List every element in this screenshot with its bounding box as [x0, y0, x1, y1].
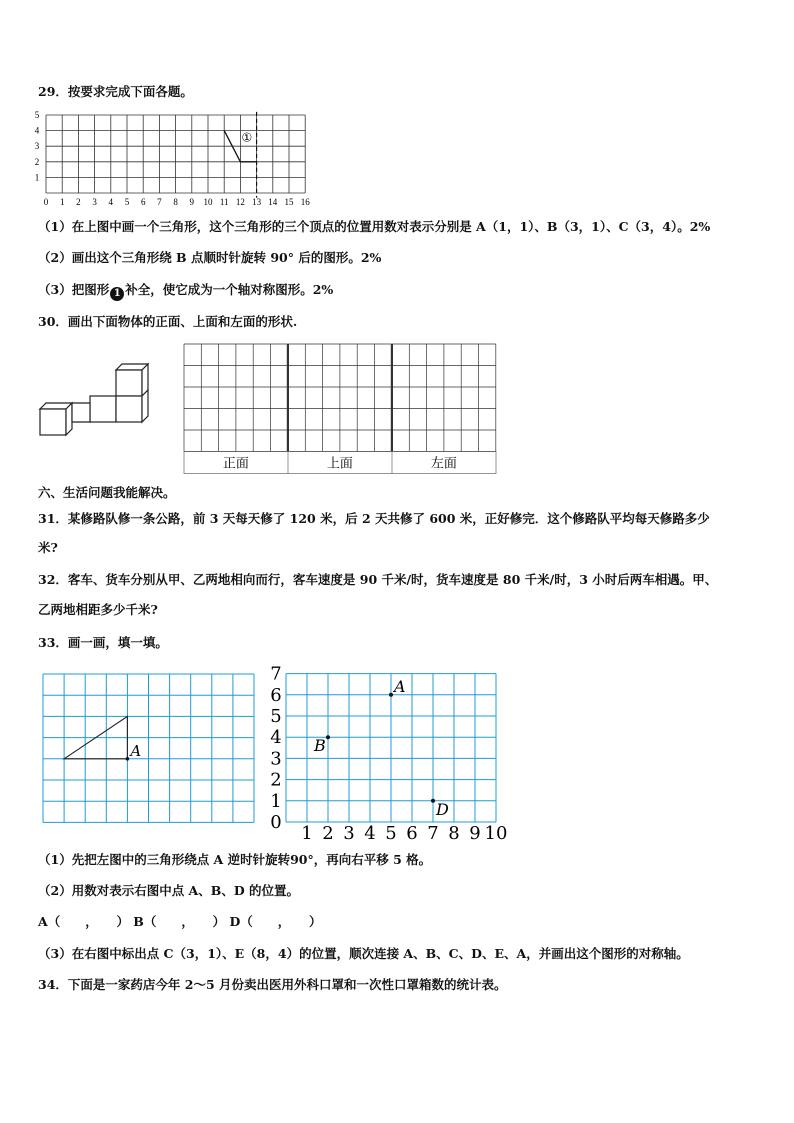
x-tick-label: 0	[43, 197, 49, 207]
y-tick-label: 1	[270, 790, 282, 812]
view-label: 左面	[430, 456, 457, 472]
q33-sub3: （3）在右图中标出点 C（3，1）、E（8，4）的位置，顺次连接 A、B、C、D、E、A，并画出这个图形的对称轴。	[38, 946, 689, 961]
point-A-label: A	[130, 741, 142, 760]
point-D-label: D	[436, 799, 449, 819]
q30-answer-grids	[182, 342, 498, 477]
x-tick-label: 1	[301, 823, 313, 844]
point-D-dot	[431, 799, 435, 803]
y-tick-label: 5	[34, 110, 40, 120]
q33-left-grid	[40, 672, 270, 832]
y-tick-label: 2	[270, 769, 282, 791]
point-B-dot	[326, 735, 330, 739]
x-tick-label: 10	[203, 197, 213, 207]
x-tick-label: 1	[59, 197, 65, 207]
q33-sub2: （2）用数对表示右图中点 A、B、D 的位置。	[38, 883, 300, 898]
cube-figure	[38, 365, 148, 445]
q31-line2: 米?	[38, 540, 58, 555]
x-tick-label: 10	[484, 823, 508, 844]
shape-label: ①	[241, 130, 253, 145]
q32-line1: 32．客车、货车分别从甲、乙两地相向而行，客车速度是 90 千米/时，货车速度是 80 千米/时，3 小时后两车相遇。甲、	[38, 572, 718, 587]
x-tick-label: 13	[252, 197, 262, 207]
circled-1-text: 1	[113, 288, 121, 299]
y-tick-label: 6	[270, 684, 282, 706]
x-tick-label: 14	[268, 197, 278, 207]
q34-title: 34．下面是一家药店今年 2～5 月份卖出医用外科口罩和一次性口罩箱数的统计表。	[38, 977, 507, 992]
x-tick-label: 5	[124, 197, 130, 207]
q33-right-grid	[266, 660, 516, 844]
y-tick-label: 4	[270, 727, 282, 749]
x-tick-label: 5	[385, 823, 397, 844]
q33-sub1: （1）先把左图中的三角形绕点 A 逆时针旋转90°，再向右平移 5 格。	[38, 852, 432, 867]
point-A-dot	[389, 693, 393, 697]
view-label: 正面	[222, 456, 249, 472]
x-tick-label: 8	[173, 197, 178, 207]
x-tick-label: 6	[140, 197, 146, 207]
x-tick-label: 16	[300, 197, 310, 207]
x-tick-label: 12	[235, 197, 245, 207]
q29-sub2: （2）画出这个三角形绕 B 点顺时针旋转 90° 后的图形。2%	[38, 250, 382, 265]
section6-title: 六、生活问题我能解决。	[38, 485, 176, 500]
q29-sub3-pre: （3）把图形	[38, 282, 110, 297]
y-tick-label: 5	[270, 706, 282, 727]
y-tick-label: 2	[34, 156, 40, 167]
q31-line1: 31．某修路队修一条公路，前 3 天每天修了 120 米，后 2 天共修了 600 米，正好修完．这个修路队平均每天修路多少	[38, 511, 710, 526]
y-tick-label: 3	[270, 748, 282, 770]
q29-grid	[30, 108, 330, 208]
q29-sub3-post: 补全，使它成为一个轴对称图形。2%	[125, 282, 334, 297]
q32-line2: 乙两地相距多少千米?	[38, 602, 158, 617]
x-tick-label: 6	[406, 823, 418, 844]
y-tick-label: 1	[34, 172, 40, 183]
q29-sub1: （1）在上图中画一个三角形，这个三角形的三个顶点的位置用数对表示分别是 A（1，1）、B（3，1）、C（3，4）。2%	[38, 219, 711, 234]
x-tick-label: 7	[157, 197, 162, 207]
point-B-label: B	[314, 736, 326, 756]
view-label: 上面	[326, 456, 353, 472]
x-tick-label: 7	[427, 823, 439, 844]
y-tick-label: 3	[34, 141, 40, 152]
x-tick-label: 11	[219, 197, 229, 207]
q33-fill-line: A（ ， ） B（ ， ） D（ ， ）	[38, 914, 322, 929]
circled-1-mark	[110, 287, 124, 301]
x-tick-label: 9	[469, 823, 481, 844]
x-tick-label: 3	[92, 197, 97, 207]
x-tick-label: 9	[189, 197, 195, 207]
x-tick-label: 15	[284, 197, 294, 207]
q29-title: 29．按要求完成下面各题。	[38, 84, 193, 99]
x-tick-label: 8	[448, 823, 460, 844]
q30-title: 30．画出下面物体的正面、上面和左面的形状.	[38, 314, 298, 329]
y-tick-label: 0	[270, 812, 282, 833]
x-tick-label: 4	[364, 823, 376, 844]
x-tick-label: 2	[322, 823, 334, 844]
q29-sub3	[38, 282, 333, 301]
x-tick-label: 4	[108, 197, 114, 207]
y-tick-label: 4	[34, 125, 40, 136]
x-tick-label: 3	[343, 823, 355, 844]
point-A-label: A	[394, 676, 406, 696]
q33-title: 33．画一画，填一填。	[38, 635, 168, 650]
x-tick-label: 2	[76, 197, 81, 207]
point-A-dot	[126, 757, 130, 761]
y-tick-label: 7	[270, 663, 282, 685]
